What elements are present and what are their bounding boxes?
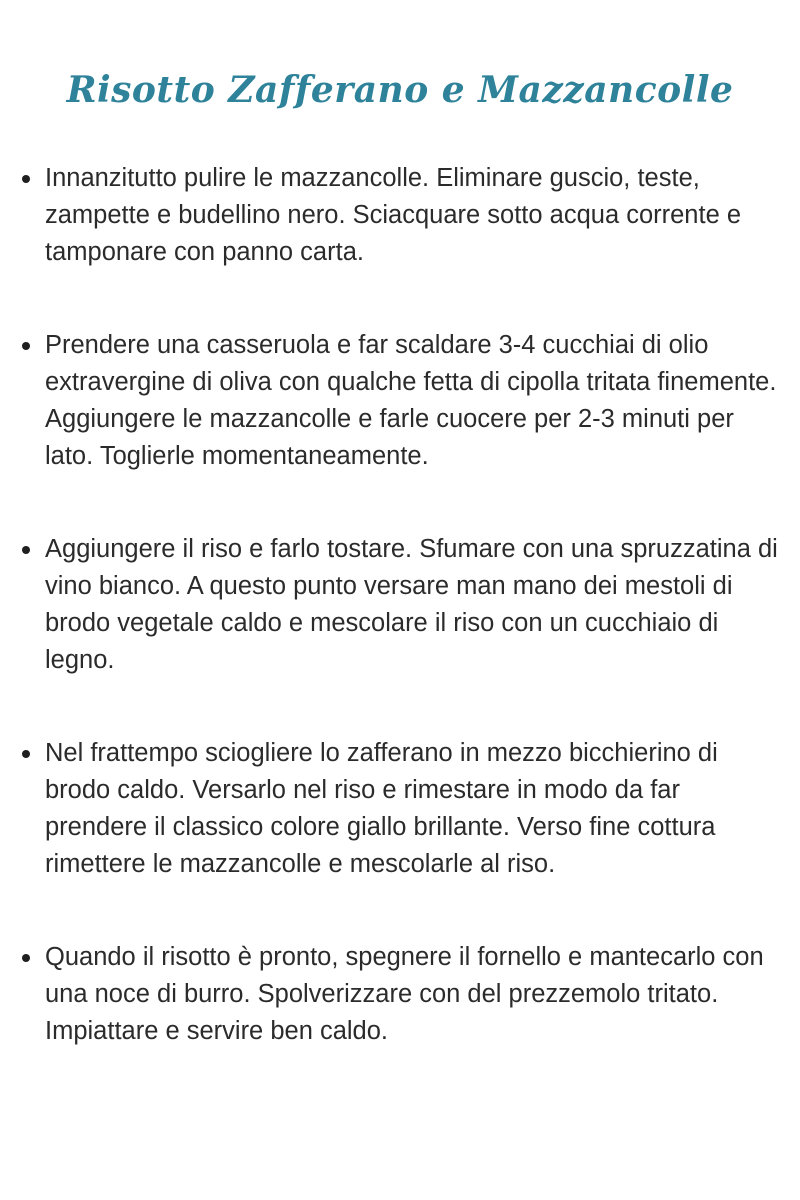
bullet-icon (22, 342, 30, 350)
recipe-step-text: Prendere una casseruola e far scaldare 3-4 cucchiai di olio extravergine di oliva con qualche fetta di cipolla tritata finemente. Aggiungere le mazzancolle e farle cuocere per 2-3 minuti per lato. Toglierle momentaneamente. (45, 331, 777, 470)
recipe-steps-list (0, 160, 800, 1106)
recipe-step-text: Aggiungere il riso e farlo tostare. Sfumare con una spruzzatina di vino bianco. A questo punto versare man mano dei mestoli di brodo vegetale caldo e mescolare il riso con un cucchiaio di legno. (45, 535, 778, 674)
bullet-icon (22, 175, 30, 183)
recipe-step (0, 327, 800, 475)
recipe-step-text: Nel frattempo sciogliere lo zafferano in mezzo bicchierino di brodo caldo. Versarlo nel riso e rimestare in modo da far prendere il classico colore giallo brillante. Verso fine cottura rimettere le mazzancolle e mescolarle al riso. (45, 739, 718, 878)
recipe-step (0, 939, 800, 1050)
recipe-step-text: Innanzitutto pulire le mazzancolle. Eliminare guscio, teste, zampette e budellino nero. Sciacquare sotto acqua corrente e tamponare con panno carta. (45, 164, 742, 266)
recipe-step (0, 160, 800, 271)
recipe-step (0, 735, 800, 883)
bullet-icon (22, 750, 30, 758)
recipe-step (0, 531, 800, 679)
bullet-icon (22, 546, 30, 554)
recipe-title: Risotto Zafferano e Mazzancolle (66, 69, 734, 111)
bullet-icon (22, 954, 30, 962)
recipe-step-text: Quando il risotto è pronto, spegnere il fornello e mantecarlo con una noce di burro. Spolverizzare con del prezzemolo tritato. Impiattare e servire ben caldo. (45, 943, 764, 1045)
